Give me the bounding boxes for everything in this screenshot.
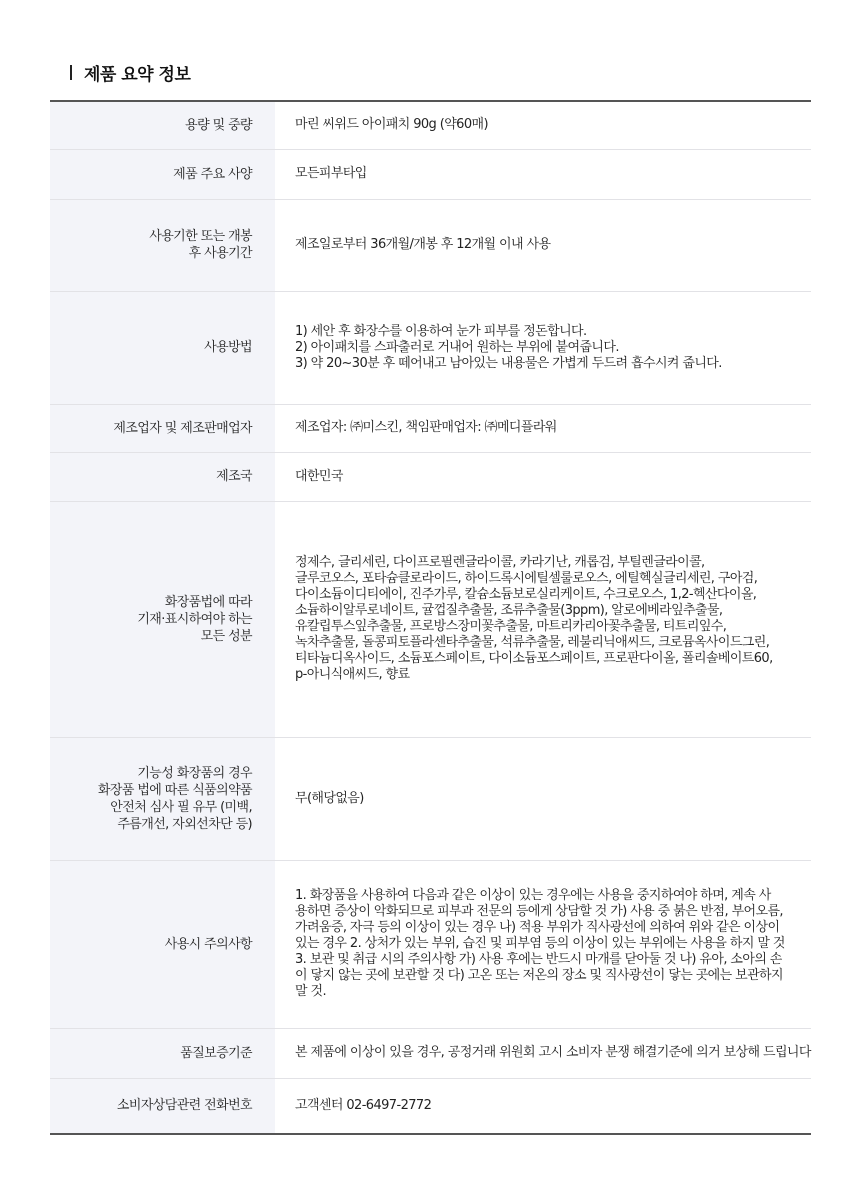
info-row xyxy=(50,1028,811,1078)
info-row-label-line: 기재·표시하여야 하는 xyxy=(137,611,252,627)
info-row-value xyxy=(275,1078,811,1134)
info-row-value xyxy=(275,149,811,199)
info-row xyxy=(50,199,811,291)
info-row-label xyxy=(50,737,275,860)
info-row-label-line: 기능성 화장품의 경우 xyxy=(137,765,252,781)
info-row xyxy=(50,291,811,404)
info-row-label-line: 사용기한 또는 개봉 xyxy=(149,229,252,244)
product-info-table xyxy=(50,100,811,1135)
info-row-label-line: 안전처 심사 필 유무 (미백, xyxy=(110,799,252,815)
info-row-label xyxy=(50,1028,275,1078)
info-row-label xyxy=(50,101,275,149)
info-row-label-line: 후 사용기간 xyxy=(188,246,252,261)
info-row-label xyxy=(50,291,275,404)
info-row xyxy=(50,1078,811,1134)
info-row-value-line: 녹차추출물, 돌콩피토플라센타추출물, 석류추출물, 레불리닉애씨드, 크로뮴옥사이드그린, xyxy=(295,635,770,650)
info-row-label-line: 소비자상담관련 전화번호 xyxy=(116,1098,252,1114)
info-row-label-line: 제조국 xyxy=(216,469,252,484)
info-row-label-line: 제조업자 및 제조판매업자 xyxy=(113,420,252,436)
info-row xyxy=(50,452,811,501)
info-row-value xyxy=(275,101,811,149)
section-title-text: 제품 요약 정보 xyxy=(84,64,191,85)
info-row-value xyxy=(275,1028,811,1078)
info-row xyxy=(50,860,811,1028)
info-row-value-line: 정제수, 글리세린, 다이프로필렌글라이콜, 카라기난, 캐롭검, 부틸렌글라이콜, xyxy=(295,555,705,570)
info-row-value-line: 1) 세안 후 화장수를 이용하여 눈가 피부를 정돈합니다. xyxy=(295,323,587,339)
info-row-label xyxy=(50,1078,275,1134)
info-row-value-line: 제조일로부터 36개월/개봉 후 12개월 이내 사용 xyxy=(295,237,551,252)
info-row-value-line: 말 것. xyxy=(295,984,326,999)
info-row-label-line: 품질보증기준 xyxy=(180,1045,252,1061)
info-row xyxy=(50,737,811,860)
info-row-value-line: 3) 약 20~30분 후 떼어내고 남아있는 내용물은 가볍게 두드려 흡수시켜 줍니다. xyxy=(295,355,722,371)
info-row xyxy=(50,149,811,199)
info-row-label xyxy=(50,860,275,1028)
info-row-label-line: 모든 성분 xyxy=(200,628,252,644)
info-row-label-line: 화장품법에 따라 xyxy=(164,594,252,610)
info-row-value-line: 고객센터 02-6497-2772 xyxy=(295,1097,432,1113)
info-row-value-line: 제조업자: ㈜미스킨, 책임판매업자: ㈜메디플라워 xyxy=(295,420,557,435)
info-row-value-line: 본 제품에 이상이 있을 경우, 공정거래 위원회 고시 소비자 분쟁 해결기준에 의거 보상해 드립니다 xyxy=(295,1045,811,1060)
info-row-label-line: 사용방법 xyxy=(204,340,252,355)
info-row-label xyxy=(50,501,275,737)
info-row-label xyxy=(50,149,275,199)
info-row-value-line: 티타늄디옥사이드, 소듐포스페이트, 다이소듐포스페이트, 프로판다이올, 폴리솔베이트60, xyxy=(295,651,773,666)
info-row-label-line: 주름개선, 자외선차단 등) xyxy=(117,816,252,832)
info-row-value xyxy=(275,199,811,291)
info-row-value-line: 3. 보관 및 취급 시의 주의사항 가) 사용 후에는 반드시 마개를 닫아둘 것 나) 유아, 소아의 손 xyxy=(295,952,782,967)
info-row-value-line: 1. 화장품을 사용하여 다음과 같은 이상이 있는 경우에는 사용을 중지하여야 하며, 계속 사 xyxy=(295,888,771,903)
info-row-value-line: 소듐하이알루로네이트, 귤껍질추출물, 조류추출물(3ppm), 알로에베라잎추출물, xyxy=(295,603,723,618)
info-row-value-line: 마린 씨위드 아이패치 90g (약60매) xyxy=(295,117,488,133)
info-row-value-line: 모든피부타입 xyxy=(295,166,367,181)
info-row-value-line: 글루코오스, 포타슘클로라이드, 하이드록시에틸셀룰로오스, 에틸헥실글리세린, 구아검, xyxy=(295,571,758,586)
info-row-value-line: 있는 경우 2. 상처가 있는 부위, 습진 및 피부염 등의 이상이 있는 부위에는 사용을 하지 말 것 xyxy=(295,936,785,951)
info-row-value-line: 가려움증, 자극 등의 이상이 있는 경우 나) 적용 부위가 직사광선에 의하여 위와 같은 이상이 xyxy=(295,920,780,935)
info-row xyxy=(50,501,811,737)
info-row-label xyxy=(50,199,275,291)
info-row-value-line: 2) 아이패치를 스파출러로 거내어 원하는 부위에 붙여줍니다. xyxy=(295,339,619,355)
info-row-value-line: 대한민국 xyxy=(295,468,343,484)
info-row-value xyxy=(275,501,811,737)
info-row xyxy=(50,101,811,149)
title-bar xyxy=(70,65,72,80)
info-row-label xyxy=(50,452,275,501)
section-title xyxy=(70,60,190,84)
info-row xyxy=(50,404,811,452)
info-row-value xyxy=(275,404,811,452)
info-row-value-line: 다이소듐이디티에이, 진주가루, 칼슘소듐보로실리케이트, 수크로오스, 1,2-헥산다이올, xyxy=(295,587,757,602)
info-row-label-line: 제품 주요 사양 xyxy=(173,166,252,182)
info-row-value-line: 유칼립투스잎추출물, 프로방스장미꽃추출물, 마트리카리아꽃추출물, 티트리잎수, xyxy=(295,619,727,634)
info-row-label xyxy=(50,404,275,452)
info-row-value-line: 용하면 증상이 악화되므로 피부과 전문의 등에게 상담할 것 가) 사용 중 붉은 반점, 부어오름, xyxy=(295,904,783,919)
info-row-label-line: 용량 및 중량 xyxy=(185,117,252,133)
info-row-value xyxy=(275,291,811,404)
product-info-table-body xyxy=(50,101,811,1134)
info-row-value xyxy=(275,737,811,860)
info-row-value-line: p-아니식애씨드, 향료 xyxy=(295,667,410,682)
info-row-value xyxy=(275,452,811,501)
info-row-value-line: 무(해당없음) xyxy=(295,790,364,806)
info-row-label-line: 사용시 주의사항 xyxy=(164,936,252,952)
info-row-label-line: 화장품 법에 따른 식품의약품 xyxy=(97,782,252,798)
info-row-value-line: 이 닿지 않는 곳에 보관할 것 다) 고온 또는 저온의 장소 및 직사광선이 닿는 곳에는 보관하지 xyxy=(295,968,783,983)
info-row-value xyxy=(275,860,811,1028)
